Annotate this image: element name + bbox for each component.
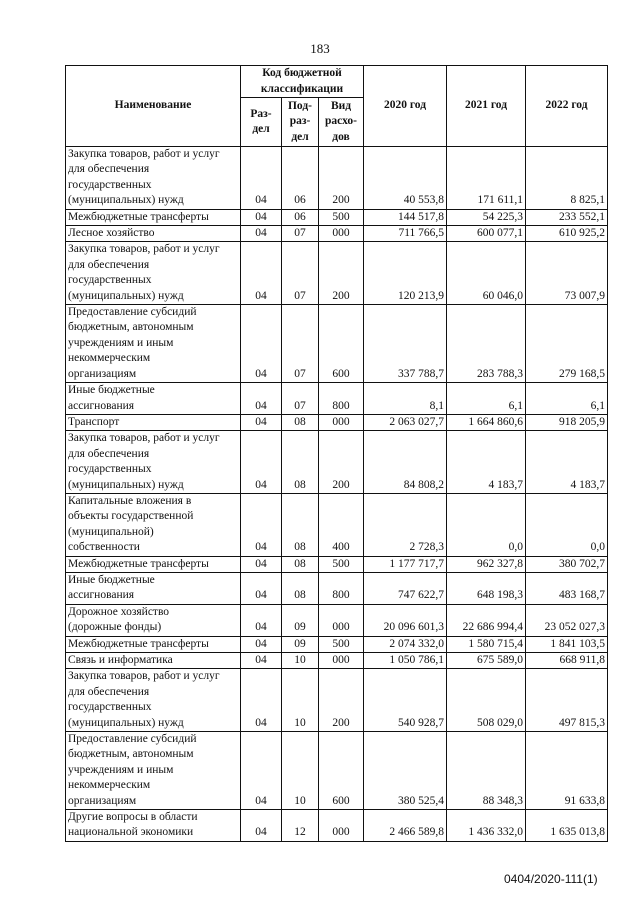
row-value-2022-cell: 483 168,7 xyxy=(526,572,608,604)
row-vid-cell: 600 xyxy=(319,732,364,810)
row-value-2020-cell: 84 808,2 xyxy=(364,431,447,494)
row-value-2022-cell: 73 007,9 xyxy=(526,242,608,305)
row-value-2022-cell: 497 815,3 xyxy=(526,669,608,732)
row-podrazdel-cell: 08 xyxy=(282,493,319,556)
row-razdel-cell: 04 xyxy=(241,653,282,669)
row-name-cell: Другие вопросы в области национальной экономики xyxy=(66,810,241,842)
row-value-2022-cell: 918 205,9 xyxy=(526,414,608,430)
row-razdel-cell: 04 xyxy=(241,636,282,652)
row-name-cell: Межбюджетные трансферты xyxy=(66,636,241,652)
row-value-2022-cell: 1 841 103,5 xyxy=(526,636,608,652)
row-vid-cell: 200 xyxy=(319,669,364,732)
table-row xyxy=(66,604,608,636)
table-row xyxy=(66,556,608,572)
table-row xyxy=(66,242,608,305)
row-podrazdel-cell: 08 xyxy=(282,572,319,604)
row-podrazdel-cell: 10 xyxy=(282,653,319,669)
row-value-2022-cell: 6,1 xyxy=(526,383,608,415)
row-podrazdel-cell: 08 xyxy=(282,431,319,494)
row-name-cell: Предоставление субсидий бюджетным, автономным учреждениям и иным некоммерческим организациям xyxy=(66,305,241,383)
row-podrazdel-cell: 08 xyxy=(282,414,319,430)
page-number: 183 xyxy=(310,41,330,56)
row-name-cell: Закупка товаров, работ и услуг для обеспечения государственных (муниципальных) нужд xyxy=(66,669,241,732)
row-value-2021-cell: 962 327,8 xyxy=(447,556,526,572)
row-name-cell: Транспорт xyxy=(66,414,241,430)
row-vid-cell: 200 xyxy=(319,147,364,210)
row-razdel-cell: 04 xyxy=(241,556,282,572)
row-value-2020-cell: 2 466 589,8 xyxy=(364,810,447,842)
row-value-2021-cell: 648 198,3 xyxy=(447,572,526,604)
row-name-cell: Межбюджетные трансферты xyxy=(66,556,241,572)
row-name-cell: Капитальные вложения в объекты государственной (муниципальной) собственности xyxy=(66,493,241,556)
row-podrazdel-cell: 09 xyxy=(282,636,319,652)
row-name-cell: Закупка товаров, работ и услуг для обеспечения государственных (муниципальных) нужд xyxy=(66,242,241,305)
row-podrazdel-cell: 07 xyxy=(282,226,319,242)
row-value-2020-cell: 540 928,7 xyxy=(364,669,447,732)
row-value-2020-cell: 2 728,3 xyxy=(364,493,447,556)
row-vid-cell: 800 xyxy=(319,383,364,415)
row-razdel-cell: 04 xyxy=(241,242,282,305)
row-razdel-cell: 04 xyxy=(241,226,282,242)
row-value-2020-cell: 1 177 717,7 xyxy=(364,556,447,572)
row-razdel-cell: 04 xyxy=(241,414,282,430)
table-row xyxy=(66,810,608,842)
budget-table xyxy=(65,65,608,842)
row-value-2021-cell: 1 436 332,0 xyxy=(447,810,526,842)
row-razdel-cell: 04 xyxy=(241,383,282,415)
row-value-2020-cell: 2 074 332,0 xyxy=(364,636,447,652)
row-value-2022-cell: 91 633,8 xyxy=(526,732,608,810)
table-row xyxy=(66,431,608,494)
row-name-cell: Межбюджетные трансферты xyxy=(66,209,241,225)
row-value-2021-cell: 675 589,0 xyxy=(447,653,526,669)
row-razdel-cell: 04 xyxy=(241,572,282,604)
row-vid-cell: 000 xyxy=(319,604,364,636)
row-name-cell: Иные бюджетные ассигнования xyxy=(66,383,241,415)
row-podrazdel-cell: 07 xyxy=(282,242,319,305)
header-row-top xyxy=(66,66,608,98)
row-value-2020-cell: 1 050 786,1 xyxy=(364,653,447,669)
row-razdel-cell: 04 xyxy=(241,431,282,494)
header-year-2020: 2020 год xyxy=(364,66,447,147)
row-value-2022-cell: 4 183,7 xyxy=(526,431,608,494)
row-vid-cell: 400 xyxy=(319,493,364,556)
table-row xyxy=(66,226,608,242)
row-value-2022-cell: 380 702,7 xyxy=(526,556,608,572)
row-value-2020-cell: 120 213,9 xyxy=(364,242,447,305)
header-year-2022: 2022 год xyxy=(526,66,608,147)
row-vid-cell: 500 xyxy=(319,209,364,225)
row-value-2021-cell: 54 225,3 xyxy=(447,209,526,225)
row-podrazdel-cell: 07 xyxy=(282,383,319,415)
row-razdel-cell: 04 xyxy=(241,810,282,842)
table-row xyxy=(66,493,608,556)
table-row xyxy=(66,572,608,604)
row-value-2021-cell: 4 183,7 xyxy=(447,431,526,494)
header-year-2021: 2021 год xyxy=(447,66,526,147)
row-value-2021-cell: 1 664 860,6 xyxy=(447,414,526,430)
row-vid-cell: 000 xyxy=(319,810,364,842)
row-value-2021-cell: 6,1 xyxy=(447,383,526,415)
row-value-2022-cell: 0,0 xyxy=(526,493,608,556)
row-razdel-cell: 04 xyxy=(241,493,282,556)
row-value-2021-cell: 0,0 xyxy=(447,493,526,556)
row-value-2021-cell: 508 029,0 xyxy=(447,669,526,732)
row-value-2022-cell: 233 552,1 xyxy=(526,209,608,225)
header-podrazdel: Под- раз- дел xyxy=(282,98,319,147)
row-razdel-cell: 04 xyxy=(241,147,282,210)
header-code-group: Код бюджетной классификации xyxy=(241,66,364,98)
row-name-cell: Закупка товаров, работ и услуг для обеспечения государственных (муниципальных) нужд xyxy=(66,147,241,210)
row-value-2022-cell: 610 925,2 xyxy=(526,226,608,242)
row-razdel-cell: 04 xyxy=(241,669,282,732)
row-podrazdel-cell: 07 xyxy=(282,305,319,383)
row-razdel-cell: 04 xyxy=(241,305,282,383)
table-row xyxy=(66,653,608,669)
table-row xyxy=(66,383,608,415)
table-row xyxy=(66,147,608,210)
row-vid-cell: 200 xyxy=(319,242,364,305)
row-value-2020-cell: 380 525,4 xyxy=(364,732,447,810)
row-vid-cell: 600 xyxy=(319,305,364,383)
row-podrazdel-cell: 08 xyxy=(282,556,319,572)
row-podrazdel-cell: 09 xyxy=(282,604,319,636)
row-value-2020-cell: 747 622,7 xyxy=(364,572,447,604)
row-name-cell: Дорожное хозяйство (дорожные фонды) xyxy=(66,604,241,636)
row-value-2020-cell: 2 063 027,7 xyxy=(364,414,447,430)
row-value-2022-cell: 279 168,5 xyxy=(526,305,608,383)
row-value-2020-cell: 144 517,8 xyxy=(364,209,447,225)
row-razdel-cell: 04 xyxy=(241,732,282,810)
row-name-cell: Связь и информатика xyxy=(66,653,241,669)
row-razdel-cell: 04 xyxy=(241,604,282,636)
row-value-2021-cell: 600 077,1 xyxy=(447,226,526,242)
row-podrazdel-cell: 06 xyxy=(282,147,319,210)
row-value-2021-cell: 22 686 994,4 xyxy=(447,604,526,636)
table-row xyxy=(66,732,608,810)
table-row xyxy=(66,636,608,652)
row-vid-cell: 000 xyxy=(319,414,364,430)
row-value-2022-cell: 23 052 027,3 xyxy=(526,604,608,636)
row-value-2020-cell: 337 788,7 xyxy=(364,305,447,383)
row-value-2022-cell: 1 635 013,8 xyxy=(526,810,608,842)
header-name: Наименование xyxy=(66,66,241,147)
row-podrazdel-cell: 10 xyxy=(282,669,319,732)
table-row xyxy=(66,669,608,732)
row-podrazdel-cell: 06 xyxy=(282,209,319,225)
row-vid-cell: 200 xyxy=(319,431,364,494)
row-name-cell: Закупка товаров, работ и услуг для обеспечения государственных (муниципальных) нужд xyxy=(66,431,241,494)
header-razdel: Раз- дел xyxy=(241,98,282,147)
row-name-cell: Предоставление субсидий бюджетным, автономным учреждениям и иным некоммерческим организациям xyxy=(66,732,241,810)
row-value-2021-cell: 60 046,0 xyxy=(447,242,526,305)
row-value-2020-cell: 711 766,5 xyxy=(364,226,447,242)
row-vid-cell: 800 xyxy=(319,572,364,604)
row-razdel-cell: 04 xyxy=(241,209,282,225)
table-row xyxy=(66,414,608,430)
row-vid-cell: 500 xyxy=(319,636,364,652)
row-value-2021-cell: 171 611,1 xyxy=(447,147,526,210)
row-value-2020-cell: 20 096 601,3 xyxy=(364,604,447,636)
row-value-2022-cell: 668 911,8 xyxy=(526,653,608,669)
row-vid-cell: 000 xyxy=(319,653,364,669)
row-podrazdel-cell: 10 xyxy=(282,732,319,810)
row-value-2021-cell: 88 348,3 xyxy=(447,732,526,810)
table-row xyxy=(66,305,608,383)
table-row xyxy=(66,209,608,225)
row-name-cell: Иные бюджетные ассигнования xyxy=(66,572,241,604)
row-value-2021-cell: 1 580 715,4 xyxy=(447,636,526,652)
row-vid-cell: 000 xyxy=(319,226,364,242)
row-name-cell: Лесное хозяйство xyxy=(66,226,241,242)
table-body xyxy=(66,147,608,842)
row-value-2020-cell: 40 553,8 xyxy=(364,147,447,210)
row-value-2020-cell: 8,1 xyxy=(364,383,447,415)
footer-document-code: 0404/2020-111(1) xyxy=(504,872,598,886)
row-value-2021-cell: 283 788,3 xyxy=(447,305,526,383)
header-vid-raskhodov: Вид расхо- дов xyxy=(319,98,364,147)
row-podrazdel-cell: 12 xyxy=(282,810,319,842)
row-value-2022-cell: 8 825,1 xyxy=(526,147,608,210)
row-vid-cell: 500 xyxy=(319,556,364,572)
